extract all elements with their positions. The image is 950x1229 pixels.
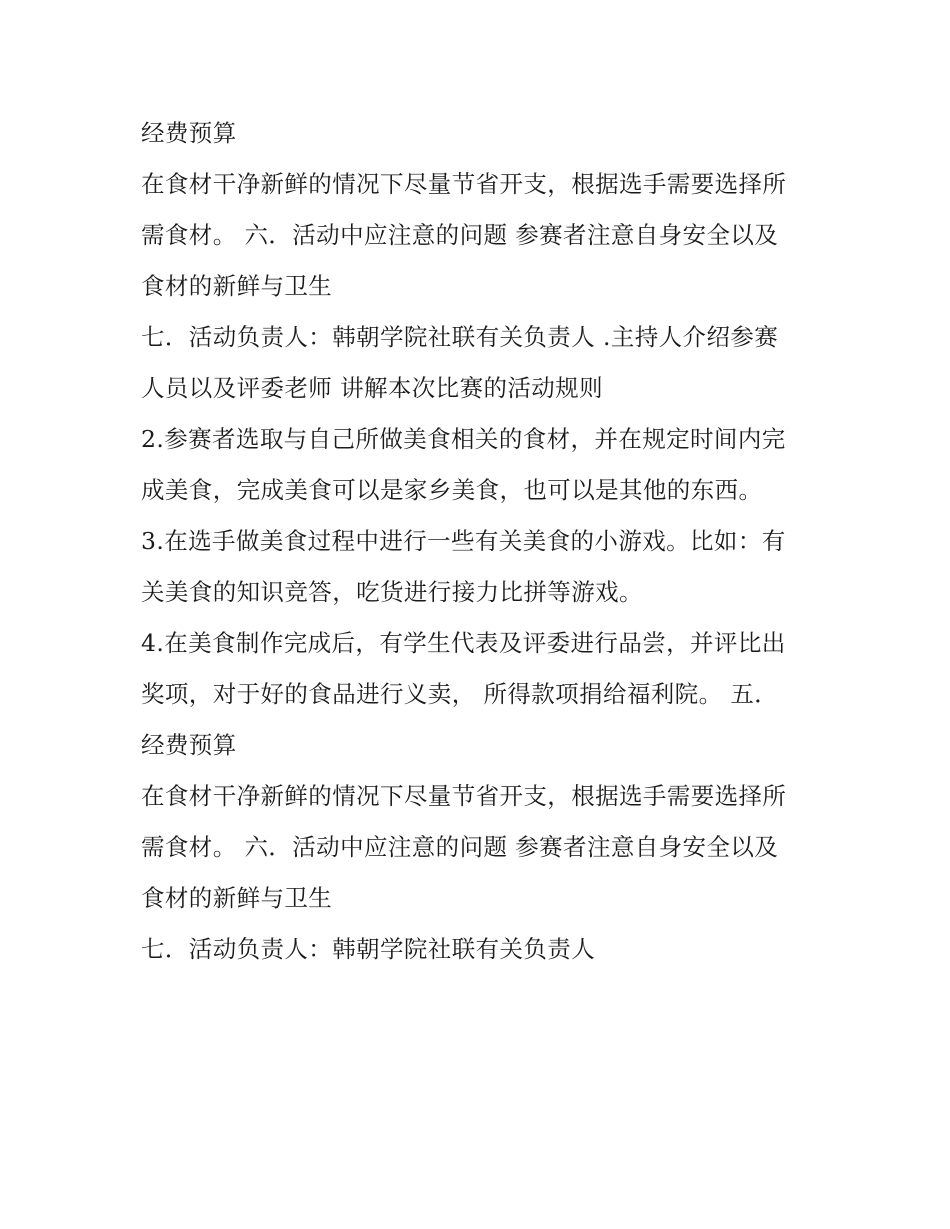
text-line: 成美食，完成美食可以是家乡美食，也可以是其他的东西。 <box>141 476 763 504</box>
text-line: 关美食的知识竞答，吃货进行接力比拼等游戏。 <box>141 578 643 606</box>
text-line: 七．活动负责人：韩朝学院社联有关负责人 <box>141 935 596 963</box>
text-line: 经费预算 <box>141 119 237 147</box>
text-line: 人员以及评委老师 讲解本次比赛的活动规则 <box>141 374 603 402</box>
text-line: 食材的新鲜与卫生 <box>141 884 333 912</box>
text-line: 食材的新鲜与卫生 <box>141 272 333 300</box>
text-line: 七．活动负责人：韩朝学院社联有关负责人 .主持人介绍参赛 <box>141 323 779 351</box>
text-line: 2.参赛者选取与自己所做美食相关的食材，并在规定时间内完 <box>141 425 786 453</box>
text-line: 4.在美食制作完成后，有学生代表及评委进行品尝，并评比出 <box>141 629 786 657</box>
text-line: 经费预算 <box>141 731 237 759</box>
text-line: 奖项，对于好的食品进行义卖， 所得款项捐给福利院。 五． <box>141 680 779 708</box>
text-line: 需食材。 六．活动中应注意的问题 参赛者注意自身安全以及 <box>141 833 779 861</box>
text-line: 需食材。 六．活动中应注意的问题 参赛者注意自身安全以及 <box>141 221 779 249</box>
text-line: 在食材干净新鲜的情况下尽量节省开支，根据选手需要选择所 <box>141 170 787 198</box>
text-line: 3.在选手做美食过程中进行一些有关美食的小游戏。比如：有 <box>141 527 786 555</box>
text-line: 在食材干净新鲜的情况下尽量节省开支，根据选手需要选择所 <box>141 782 787 810</box>
document-body <box>141 108 821 975</box>
